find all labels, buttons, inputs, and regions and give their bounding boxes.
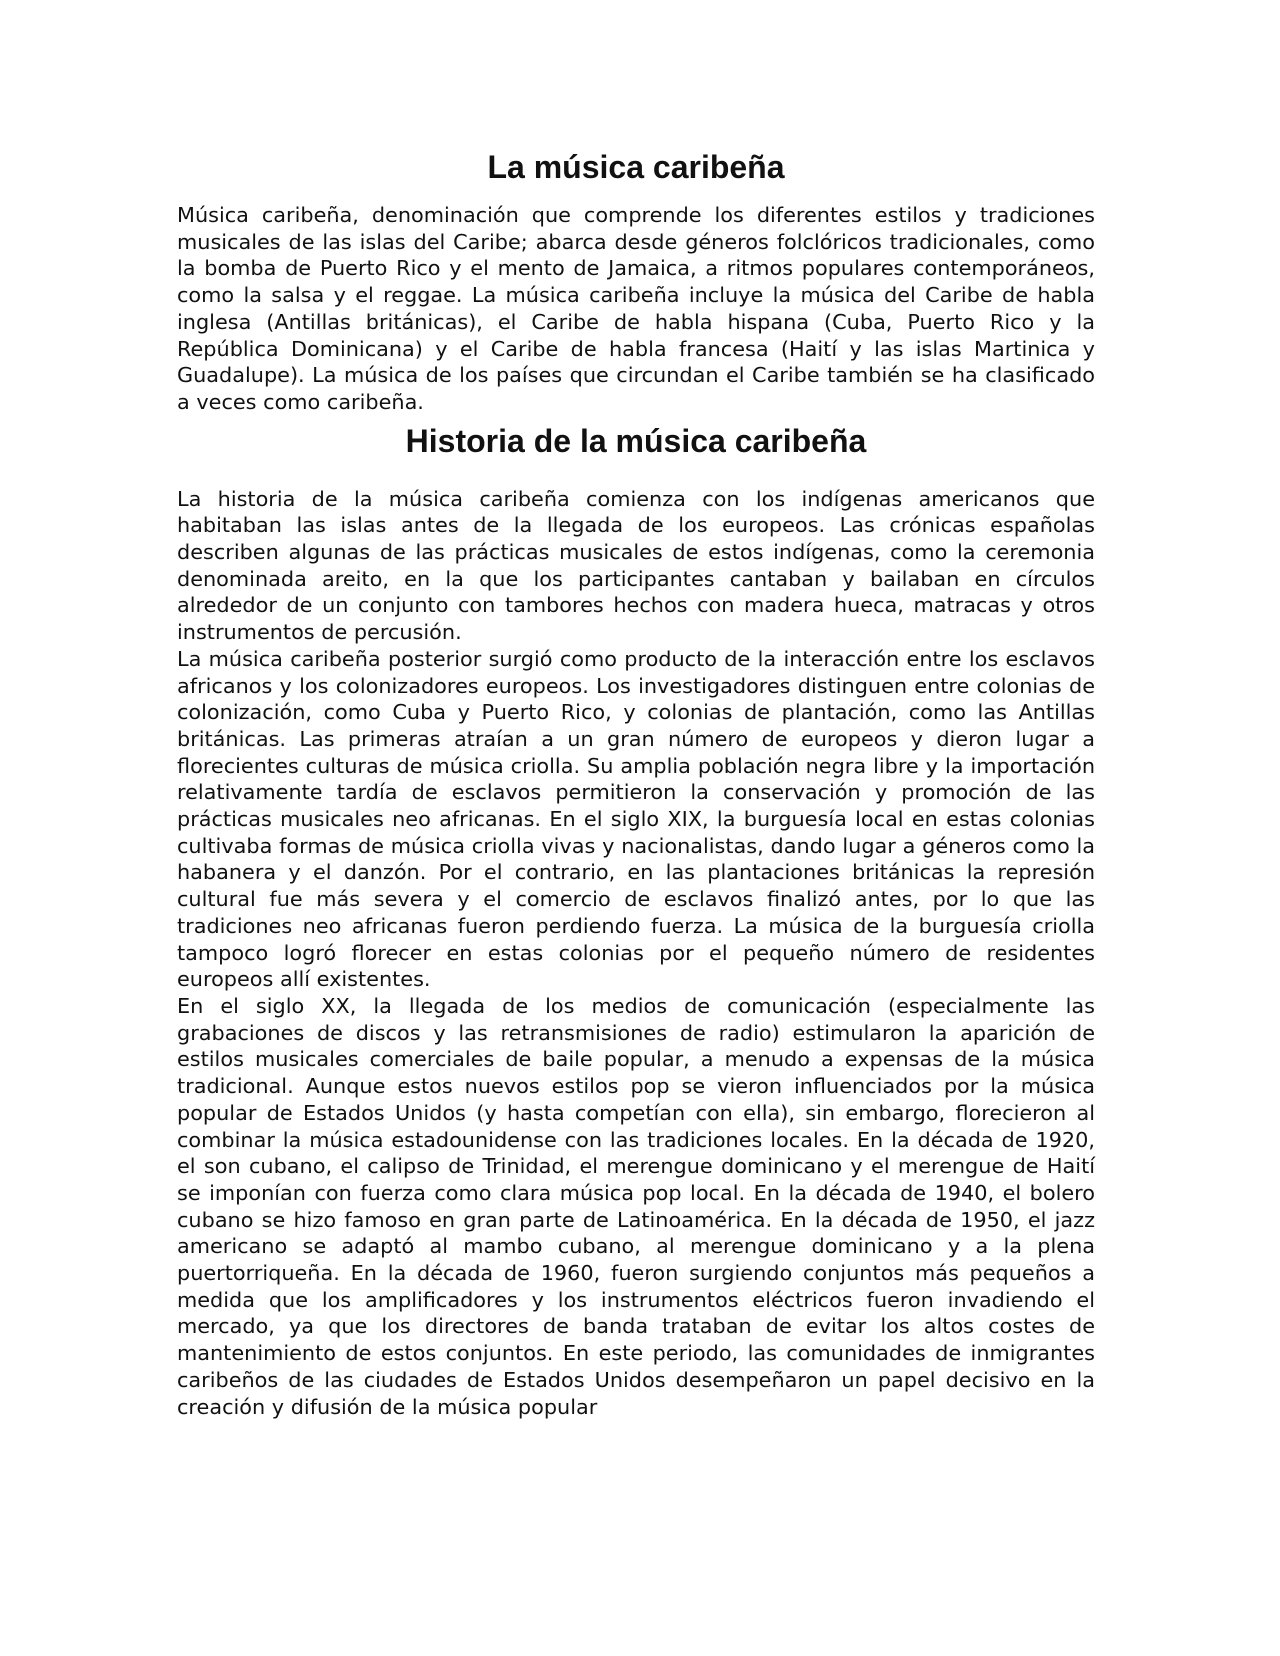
document-page (177, 145, 1095, 1420)
section-heading: Historia de la música caribeña (405, 422, 867, 459)
history-paragraph-3: En el siglo XX, la llegada de los medios de comunicación (especialmente las grabaciones de discos y las retransmisiones de radio) estimularon la aparición de estilos musicales comerciales de baile popular, a menudo a expensas de la música tradicional. Aunque estos nuevos estilos pop se vieron influenciados por la música popular de Estados Unidos (y hasta competían con ella), sin embargo, florecieron al combinar la música estadounidense con las tradiciones locales. En la década de 1920, el son cubano, el calipso de Trinidad, el merengue dominicano y el merengue de Haití se imponían con fuerza como clara música pop local. En la década de 1940, el bolero cubano se hizo famoso en gran parte de Latinoamérica. En la década de 1950, el jazz americano se adaptó al mambo cubano, al merengue dominicano y a la plena puertorriqueña. En la década de 1960, fueron surgiendo conjuntos más pequeños a medida que los amplificadores y los instrumentos eléctricos fueron invadiendo el mercado, ya que los directores de banda trataban de evitar los altos costes de mantenimiento de estos conjuntos. En este periodo, las comunidades de inmigrantes caribeños de las ciudades de Estados Unidos desempeñaron un papel decisivo en la creación y difusión de la música popular (177, 993, 1095, 1419)
history-paragraph-2: La música caribeña posterior surgió como producto de la interacción entre los esclavos africanos y los colonizadores europeos. Los investigadores distinguen entre colonias de colonización, como Cuba y Puerto Rico, y colonias de plantación, como las Antillas británicas. Las primeras atraían a un gran número de europeos y dieron lugar a florecientes culturas de música criolla. Su amplia población negra libre y la importación relativamente tardía de esclavos permitieron la conservación y promoción de las prácticas musicales neo africanas. En el siglo XIX, la burguesía local en estas colonias cultivaba formas de música criolla vivas y nacionalistas, dando lugar a géneros como la habanera y el danzón. Por el contrario, en las plantaciones británicas la represión cultural fue más severa y el comercio de esclavos finalizó antes, por lo que las tradiciones neo africanas fueron perdiendo fuerza. La música de la burguesía criolla tampoco logró florecer en estas colonias por el pequeño número de residentes europeos allí existentes. (177, 646, 1095, 992)
history-paragraph-1: La historia de la música caribeña comienza con los indígenas americanos que habitaban las islas antes de la llegada de los europeos. Las crónicas españolas describen algunas de las prácticas musicales de estos indígenas, como la ceremonia denominada areito, en la que los participantes cantaban y bailaban en círculos alrededor de un conjunto con tambores hechos con madera hueca, matracas y otros instrumentos de percusión. (177, 486, 1095, 645)
document-title: La música caribeña (487, 149, 785, 185)
intro-paragraph: Música caribeña, denominación que comprende los diferentes estilos y tradiciones musicales de las islas del Caribe; abarca desde géneros folclóricos tradicionales, como la bomba de Puerto Rico y el mento de Jamaica, a ritmos populares contemporáneos, como la salsa y el reggae. La música caribeña incluye la música del Caribe de habla inglesa (Antillas británicas), el Caribe de habla hispana (Cuba, Puerto Rico y la República Dominicana) y el Caribe de habla francesa (Haití y las islas Martinica y Guadalupe). La música de los países que circundan el Caribe también se ha clasificado a veces como caribeña. (177, 203, 1095, 414)
